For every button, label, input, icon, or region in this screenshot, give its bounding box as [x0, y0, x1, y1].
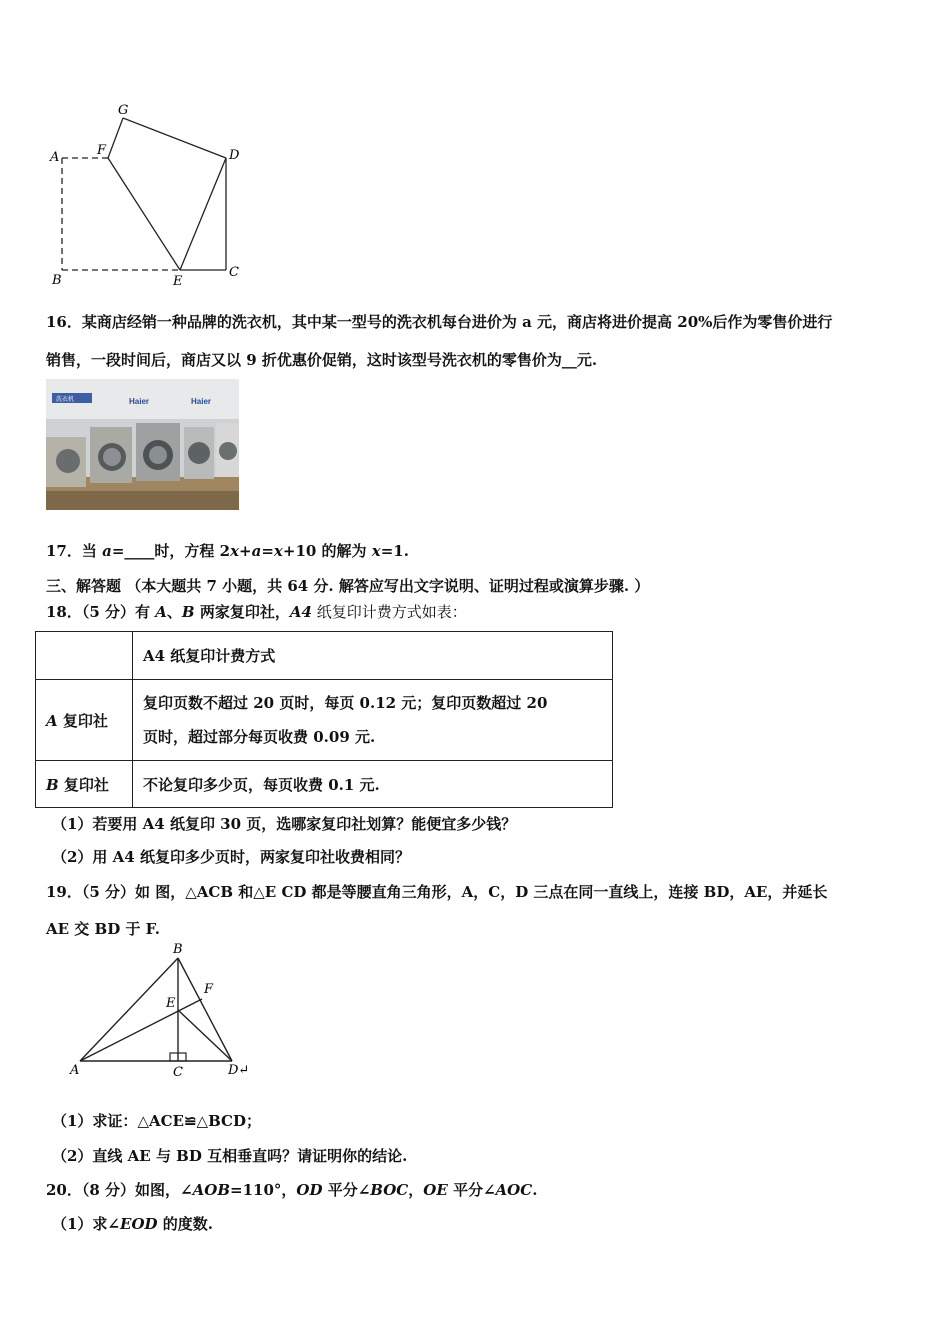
- q20-sub1-end: 的度数.: [157, 1215, 213, 1233]
- q18-sub2: （2）用 A4 纸复印多少页时，两家复印社收费相同？: [52, 848, 410, 866]
- seg-BD: [178, 958, 232, 1061]
- q20-oe: OE: [423, 1181, 448, 1199]
- label-F: F: [97, 143, 107, 158]
- label-E: E: [173, 274, 183, 289]
- q17-var-a: a: [102, 542, 112, 560]
- q18-intro: [46, 601, 467, 622]
- row-A-letter: A: [46, 711, 58, 730]
- q18-A4: A4: [289, 603, 312, 621]
- q20-mid3: ，: [408, 1181, 424, 1199]
- q18-A: A: [155, 603, 167, 621]
- washing-machine-photo: [46, 379, 239, 510]
- label-F: F: [204, 982, 214, 997]
- q19-line2: AE 交 BD 于 F.: [46, 920, 161, 938]
- label-A: A: [50, 150, 60, 165]
- label-D: D↵: [228, 1063, 250, 1078]
- q18-tail: 纸复印计费方式如表：: [311, 603, 467, 621]
- q20-od: OD: [296, 1181, 323, 1199]
- q19-line1: 19．（5 分）如 图，△ACB 和△E CD 都是等腰直角三角形，A，C，D 三点在同一直线上，连接 BD，AE，并延长: [46, 883, 828, 901]
- label-C: C: [173, 1065, 183, 1080]
- label-B: B: [52, 273, 62, 288]
- table-row: [36, 632, 613, 680]
- q20-line: [46, 1179, 537, 1200]
- q18-sub1: （1）若要用 A4 纸复印 30 页，选哪家复印社划算？能便宜多少钱？: [52, 815, 517, 833]
- row-B-letter: B: [46, 775, 59, 794]
- table-header: A4 纸复印计费方式: [133, 632, 613, 680]
- q17-prefix: 17．当: [46, 542, 103, 560]
- q17-var-a2: a: [251, 542, 262, 560]
- edge-FE: [108, 158, 180, 270]
- q20-aob: AOB: [192, 1181, 230, 1199]
- q19-sub1: （1）求证：△ACE≌△BCD；: [52, 1112, 261, 1130]
- edge-DE: [180, 158, 226, 270]
- row-B-text: 复印社: [58, 775, 109, 794]
- section-3-heading: 三、解答题 （本大题共 7 小题，共 64 分. 解答应写出文字说明、证明过程或演算步骤. ）: [46, 577, 650, 595]
- q18-sep: 、: [166, 603, 182, 621]
- q17-mid1: =____时，方程 2: [111, 542, 231, 560]
- q18-B: B: [181, 603, 195, 621]
- q20-mid1: =110°，: [230, 1181, 297, 1199]
- table-cell-empty: [36, 632, 133, 680]
- q19-sub2: （2）直线 AE 与 BD 互相垂直吗？请证明你的结论.: [52, 1147, 408, 1165]
- q20-lead: 20．（8 分）如图，∠: [46, 1181, 193, 1199]
- table-row: [36, 761, 613, 808]
- q17-var-x: x: [230, 542, 240, 560]
- seg-AF: [80, 999, 202, 1061]
- copy-fee-table: [35, 631, 613, 808]
- triangle-figure: [60, 940, 260, 1080]
- label-B: B: [173, 942, 183, 957]
- q18-lead: 18．（5 分）有: [46, 603, 156, 621]
- table-row-A-label: [36, 680, 133, 761]
- table-row-B-label: [36, 761, 133, 808]
- row-A-text: 复印社: [57, 711, 108, 730]
- label-D: D: [229, 148, 240, 163]
- table-row-A-content: [133, 680, 613, 761]
- edge-GD: [123, 118, 226, 158]
- q20-mid4: 平分∠: [447, 1181, 496, 1199]
- q20-sub1-lead: （1）求∠: [52, 1215, 121, 1233]
- q17-mid2: +10 的解为: [282, 542, 372, 560]
- q17-plus: +: [239, 542, 252, 560]
- photo-sign-2: Haier: [191, 397, 212, 406]
- table-row: [36, 680, 613, 761]
- q17-var-x2: x: [273, 542, 283, 560]
- photo-sign-3: 洗衣机: [56, 396, 75, 403]
- q16-line1: 16．某商店经销一种品牌的洗衣机，其中某一型号的洗衣机每台进价为 a 元，商店将进价提高 20%后作为零售价进行: [46, 313, 833, 331]
- q20-boc: BOC: [370, 1181, 409, 1199]
- q17-eq: =: [261, 542, 274, 560]
- label-A: A: [70, 1063, 80, 1078]
- q17-var-x3: x: [371, 542, 381, 560]
- label-E: E: [166, 996, 176, 1011]
- row-A-line1: 复印页数不超过 20 页时，每页 0.12 元；复印页数超过 20: [143, 694, 548, 712]
- edge-FG: [108, 118, 123, 158]
- q16-line2: 销售，一段时间后，商店又以 9 折优惠价促销，这时该型号洗衣机的零售价为__元.: [46, 351, 598, 369]
- seg-AB: [80, 958, 178, 1061]
- q20-mid2: 平分∠: [322, 1181, 371, 1199]
- q18-mid: 两家复印社，: [194, 603, 290, 621]
- row-A-line2: 页时，超过部分每页收费 0.09 元.: [143, 728, 376, 746]
- q17-suffix: =1.: [380, 542, 409, 560]
- photo-sign-1: Haier: [129, 397, 150, 406]
- q20-end: .: [532, 1181, 538, 1199]
- table-row-B-content: 不论复印多少页，每页收费 0.1 元.: [133, 761, 613, 808]
- q17-line: [46, 540, 409, 561]
- q20-sub1-eod: EOD: [120, 1215, 158, 1233]
- fold-rectangle-figure: [40, 95, 250, 290]
- q20-aoc: AOC: [495, 1181, 533, 1199]
- label-G: G: [118, 103, 129, 118]
- label-C: C: [229, 265, 239, 280]
- q20-sub1: [52, 1213, 213, 1234]
